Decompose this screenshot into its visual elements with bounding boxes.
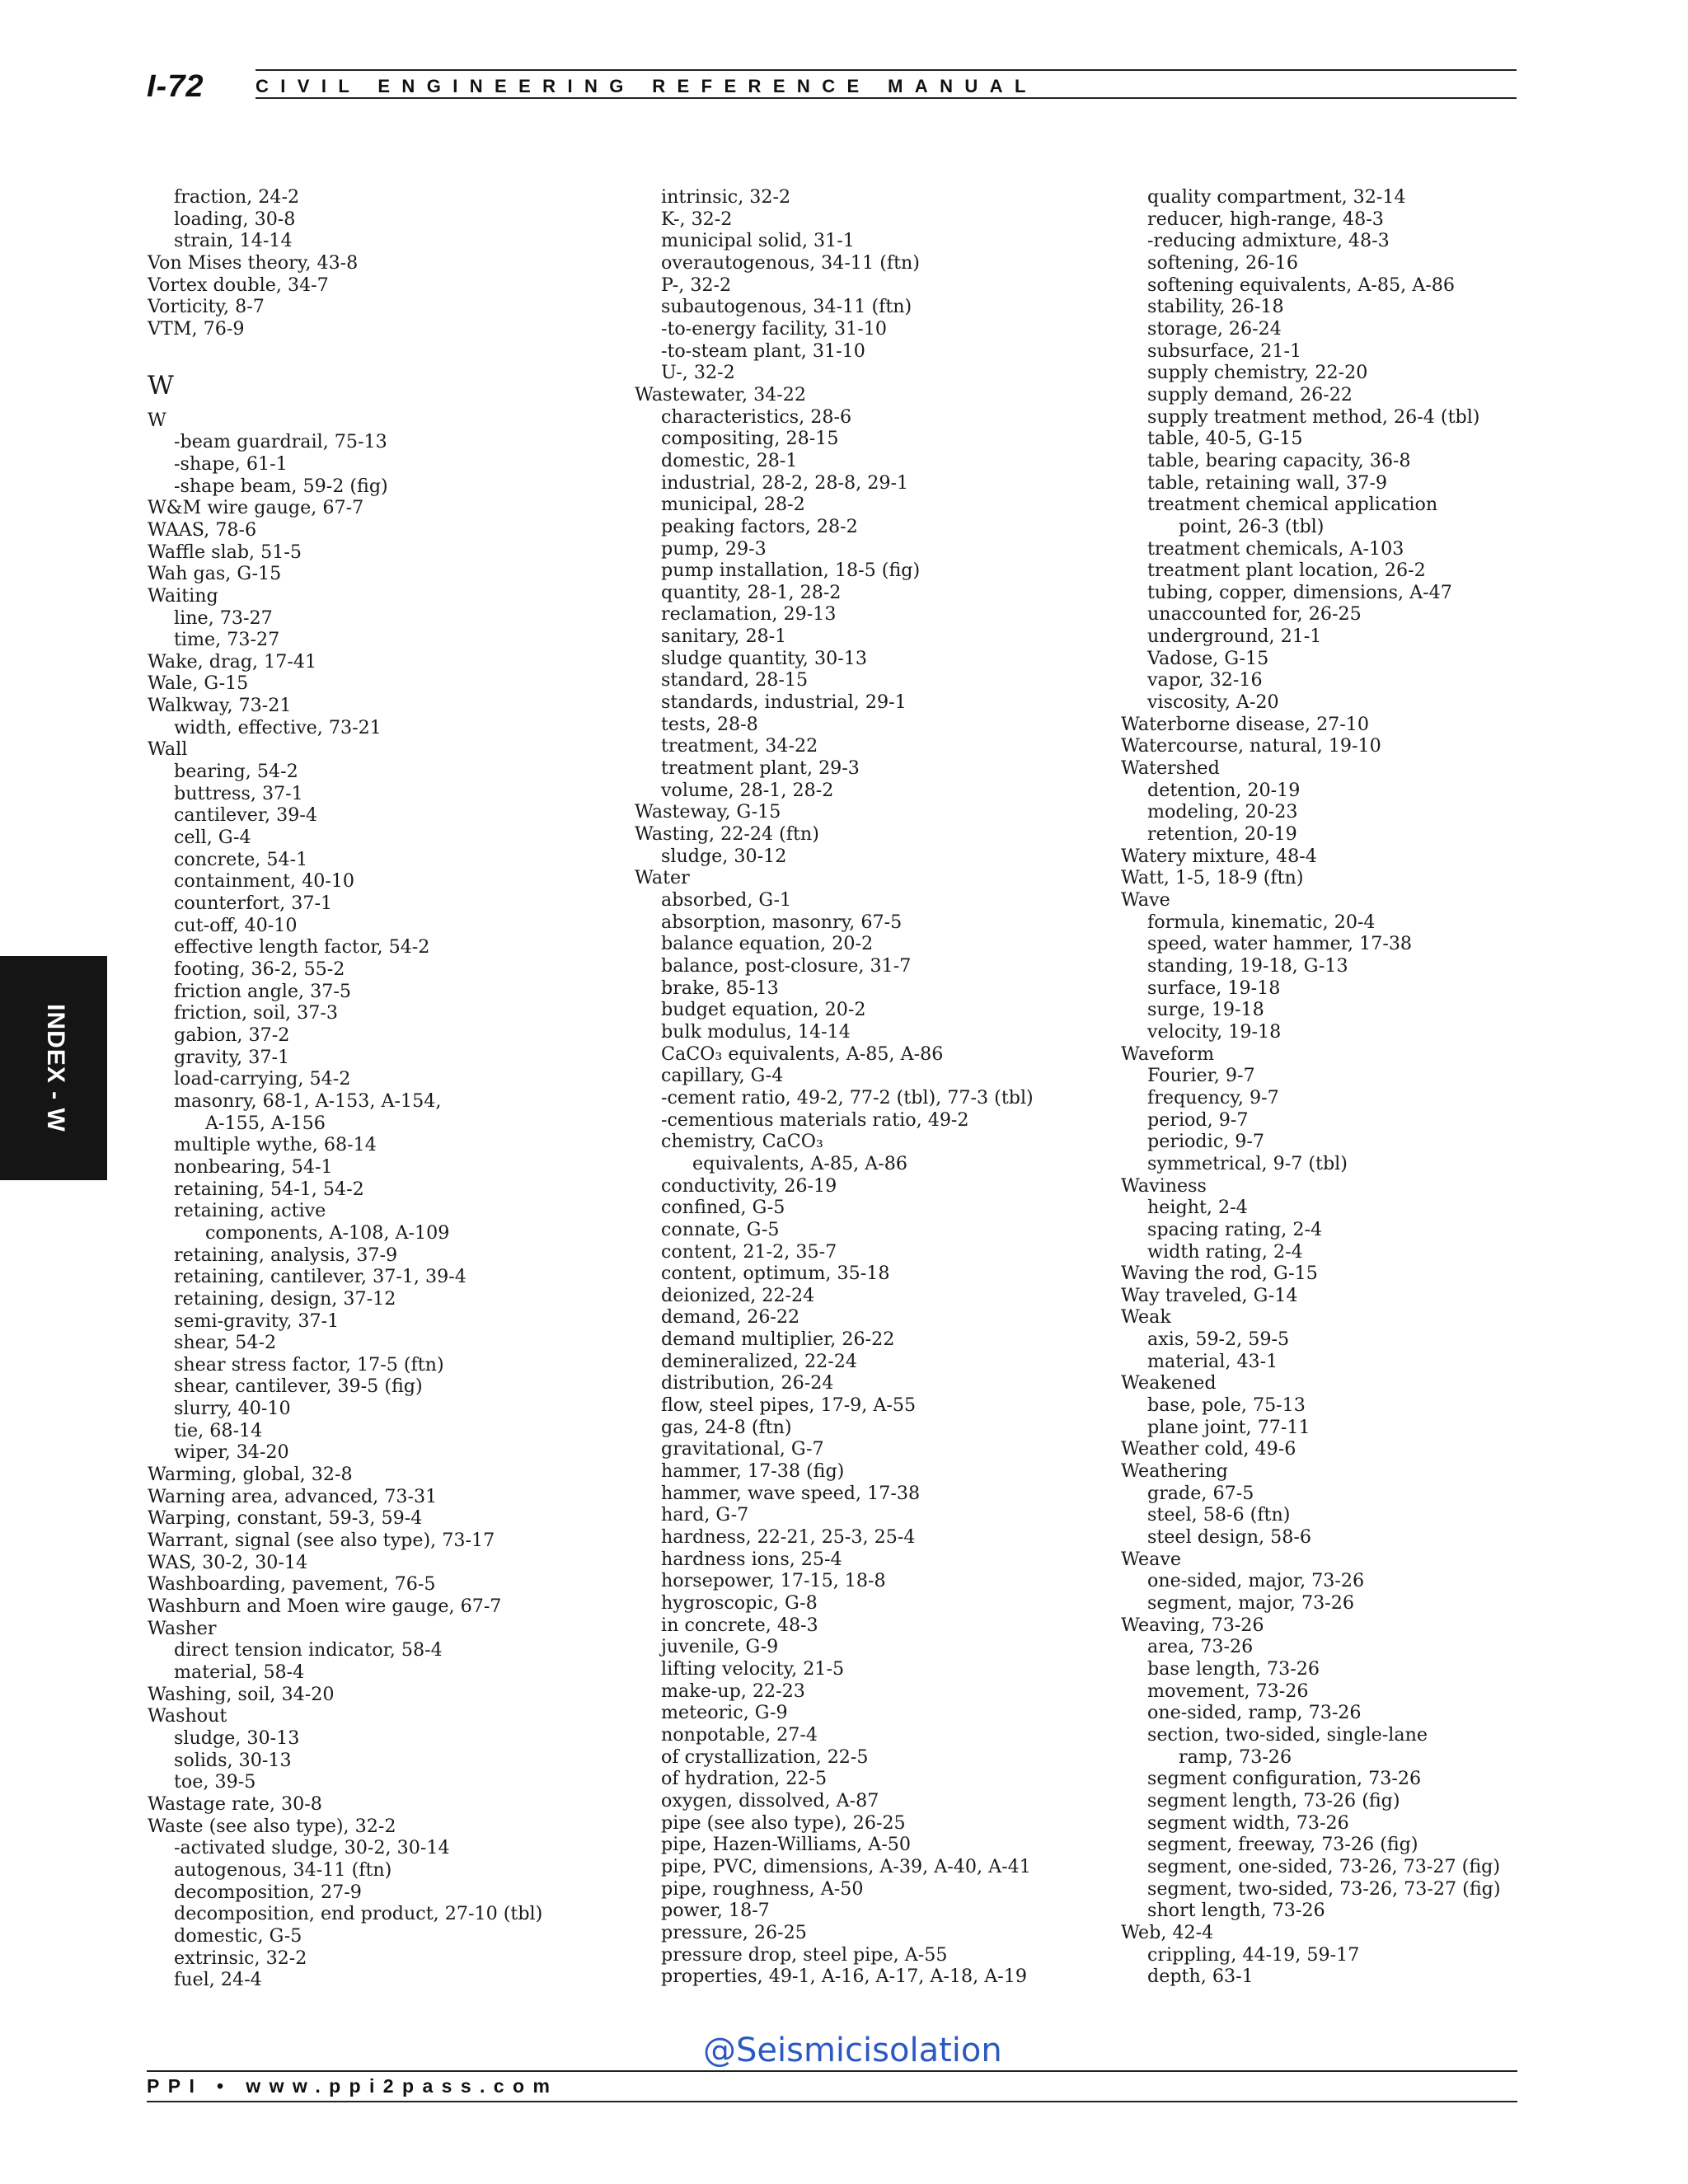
page-header: [147, 69, 1515, 102]
index-subentry: conductivity, 26-19: [661, 1174, 837, 1197]
index-subentry: segment, freeway, 73-26 (fig): [1147, 1834, 1418, 1856]
index-subentry: point, 26-3 (tbl): [1179, 515, 1325, 537]
index-subentry: detention, 20-19: [1147, 779, 1301, 801]
index-entry: Weathering: [1121, 1460, 1228, 1483]
index-subentry: -to-energy facility, 31-10: [661, 317, 887, 340]
footer-rule-bottom: [147, 2101, 1517, 2102]
index-subentry: masonry, 68-1, A-153, A-154,: [174, 1090, 442, 1112]
index-entry: Warrant, signal (see also type), 73-17: [148, 1530, 495, 1552]
index-subentry: viscosity, A-20: [1147, 691, 1279, 714]
index-entry: Waterborne disease, 27-10: [1121, 713, 1370, 735]
index-subentry: wiper, 34-20: [174, 1441, 289, 1464]
index-subentry: absorption, masonry, 67-5: [661, 911, 903, 933]
index-subentry: gravitational, G-7: [661, 1438, 824, 1460]
index-subentry: P-, 32-2: [661, 274, 732, 296]
index-subentry: segment, one-sided, 73-26, 73-27 (fig): [1147, 1855, 1500, 1877]
index-subentry: brake, 85-13: [661, 977, 779, 999]
index-subentry: cell, G-4: [174, 827, 251, 849]
index-subentry: pump, 29-3: [661, 537, 767, 560]
index-subentry: retention, 20-19: [1147, 823, 1297, 846]
index-subentry: pipe, PVC, dimensions, A-39, A-40, A-41: [661, 1855, 1031, 1877]
index-subentry: material, 43-1: [1147, 1350, 1278, 1372]
index-subentry: hardness ions, 25-4: [661, 1548, 842, 1570]
index-subentry: gravity, 37-1: [174, 1046, 290, 1068]
index-subentry: treatment plant, 29-3: [661, 757, 860, 780]
index-subentry: pump installation, 18-5 (fig): [661, 560, 921, 582]
index-subentry: subsurface, 21-1: [1147, 340, 1302, 362]
index-subentry: -reducing admixture, 48-3: [1147, 230, 1390, 252]
index-entry: Wale, G-15: [148, 673, 249, 695]
index-subentry: reclamation, 29-13: [661, 603, 837, 626]
index-subentry: spacing rating, 2-4: [1147, 1218, 1323, 1240]
index-entry: Wah gas, G-15: [148, 563, 282, 585]
index-subentry: footing, 36-2, 55-2: [174, 958, 345, 980]
index-subentry: grade, 67-5: [1147, 1482, 1254, 1504]
index-subentry: short length, 73-26: [1147, 1900, 1325, 1922]
index-subentry: tie, 68-14: [174, 1419, 263, 1441]
index-subentry: softening equivalents, A-85, A-86: [1147, 274, 1455, 296]
index-subentry: power, 18-7: [661, 1900, 770, 1922]
index-subentry: loading, 30-8: [174, 208, 296, 230]
index-subentry: width rating, 2-4: [1147, 1240, 1303, 1263]
index-subentry: segment configuration, 73-26: [1147, 1768, 1422, 1790]
index-subentry: softening, 26-16: [1147, 251, 1298, 274]
index-subentry: hygroscopic, G-8: [661, 1592, 818, 1614]
index-subentry: equivalents, A-85, A-86: [692, 1152, 908, 1174]
index-subentry: axis, 59-2, 59-5: [1147, 1329, 1290, 1351]
index-subentry: speed, water hammer, 17-38: [1147, 933, 1413, 955]
index-entry: W: [148, 409, 166, 431]
index-subentry: velocity, 19-18: [1147, 1020, 1282, 1043]
index-subentry: properties, 49-1, A-16, A-17, A-18, A-19: [661, 1966, 1028, 1988]
index-subentry: period, 9-7: [1147, 1108, 1249, 1131]
index-subentry: balance equation, 20-2: [661, 933, 874, 955]
index-subentry: steel, 58-6 (ftn): [1147, 1504, 1291, 1526]
index-subentry: domestic, G-5: [174, 1924, 302, 1947]
index-subentry: industrial, 28-2, 28-8, 29-1: [661, 471, 909, 494]
index-subentry: tests, 28-8: [661, 713, 758, 735]
index-entry: W&M wire gauge, 67-7: [148, 497, 364, 519]
index-subentry: one-sided, ramp, 73-26: [1147, 1702, 1362, 1724]
index-entry: WAAS, 78-6: [148, 518, 257, 541]
index-entry: Waviness: [1121, 1174, 1207, 1197]
index-subentry: standing, 19-18, G-13: [1147, 954, 1348, 977]
index-entry: Wake, drag, 17-41: [148, 650, 317, 673]
index-entry: Warning area, advanced, 73-31: [148, 1485, 438, 1507]
index-subentry: intrinsic, 32-2: [661, 186, 791, 208]
footer-publisher: PPI • www.ppi2pass.com: [147, 2075, 559, 2097]
index-subentry: compositing, 28-15: [661, 428, 839, 450]
index-subentry: underground, 21-1: [1147, 626, 1322, 648]
index-subentry: retaining, cantilever, 37-1, 39-4: [174, 1266, 467, 1288]
index-subentry: retaining, design, 37-12: [174, 1287, 396, 1310]
index-subentry: municipal solid, 31-1: [661, 230, 855, 252]
index-subentry: height, 2-4: [1147, 1197, 1248, 1219]
index-subentry: capillary, G-4: [661, 1065, 784, 1087]
index-entry: Walkway, 73-21: [148, 695, 292, 717]
index-subentry: storage, 26-24: [1147, 317, 1282, 340]
index-subentry: extrinsic, 32-2: [174, 1947, 307, 1969]
index-subentry: shear, 54-2: [174, 1332, 277, 1354]
index-subentry: demineralized, 22-24: [661, 1350, 858, 1372]
index-subentry: flow, steel pipes, 17-9, A-55: [661, 1394, 917, 1417]
index-entry: Wall: [148, 738, 188, 761]
index-subentry: -cementious materials ratio, 49-2: [661, 1108, 969, 1131]
index-subentry: buttress, 37-1: [174, 782, 303, 804]
index-entry: Washburn and Moen wire gauge, 67-7: [148, 1596, 502, 1618]
index-entry: Weave: [1121, 1548, 1182, 1570]
index-subentry: frequency, 9-7: [1147, 1086, 1279, 1108]
index-subentry: movement, 73-26: [1147, 1680, 1309, 1702]
index-subentry: hammer, wave speed, 17-38: [661, 1482, 921, 1504]
index-subentry: supply demand, 26-22: [1147, 383, 1353, 405]
index-subentry: surge, 19-18: [1147, 999, 1264, 1021]
index-subentry: base length, 73-26: [1147, 1657, 1320, 1680]
index-entry: Weak: [1121, 1306, 1171, 1329]
index-subentry: slurry, 40-10: [174, 1398, 291, 1420]
index-entry: Warping, constant, 59-3, 59-4: [148, 1507, 423, 1530]
index-subentry: multiple wythe, 68-14: [174, 1134, 377, 1156]
index-subentry: -activated sludge, 30-2, 30-14: [174, 1837, 450, 1859]
index-subentry: nonbearing, 54-1: [174, 1155, 333, 1178]
index-subentry: retaining, analysis, 37-9: [174, 1244, 398, 1266]
index-subentry: unaccounted for, 26-25: [1147, 603, 1362, 626]
index-subentry: -to-steam plant, 31-10: [661, 340, 865, 362]
index-entry: Weaving, 73-26: [1121, 1614, 1264, 1636]
running-title: CIVIL ENGINEERING REFERENCE MANUAL: [256, 76, 1038, 96]
index-subentry: autogenous, 34-11 (ftn): [174, 1858, 392, 1881]
index-subentry: sludge, 30-13: [174, 1727, 300, 1749]
index-subentry: of hydration, 22-5: [661, 1768, 828, 1790]
index-subentry: vapor, 32-16: [1147, 669, 1263, 691]
index-subentry: quantity, 28-1, 28-2: [661, 581, 842, 603]
index-subentry: base, pole, 75-13: [1147, 1394, 1306, 1417]
index-subentry: concrete, 54-1: [174, 848, 308, 870]
index-entry: Watercourse, natural, 19-10: [1121, 735, 1381, 757]
index-subentry: segment, major, 73-26: [1147, 1592, 1354, 1614]
index-subentry: pressure drop, steel pipe, A-55: [661, 1943, 948, 1966]
index-subentry: standards, industrial, 29-1: [661, 691, 907, 714]
index-subentry: line, 73-27: [174, 607, 273, 629]
index-subentry: demand, 26-22: [661, 1306, 800, 1329]
index-subentry: subautogenous, 34-11 (ftn): [661, 296, 912, 318]
index-subentry: decomposition, end product, 27-10 (tbl): [174, 1903, 543, 1925]
index-subentry: chemistry, CaCO₃: [661, 1131, 823, 1153]
index-subentry: tubing, copper, dimensions, A-47: [1147, 581, 1452, 603]
index-subentry: K-, 32-2: [661, 208, 733, 230]
index-subentry: hard, G-7: [661, 1504, 749, 1526]
index-subentry: balance, post-closure, 31-7: [661, 954, 912, 977]
index-subentry: time, 73-27: [174, 629, 280, 651]
index-subentry: oxygen, dissolved, A-87: [661, 1789, 879, 1811]
index-subentry: periodic, 9-7: [1147, 1131, 1264, 1153]
index-subentry: width, effective, 73-21: [174, 716, 382, 738]
index-subentry: bulk modulus, 14-14: [661, 1020, 851, 1043]
index-subentry: segment, two-sided, 73-26, 73-27 (fig): [1147, 1877, 1501, 1900]
index-subentry: treatment plant location, 26-2: [1147, 560, 1426, 582]
index-subentry: depth, 63-1: [1147, 1966, 1254, 1988]
index-entry: Wasteway, G-15: [635, 801, 781, 823]
index-subentry: table, 40-5, G-15: [1147, 428, 1303, 450]
index-subentry: confined, G-5: [661, 1197, 785, 1219]
index-subentry: load-carrying, 54-2: [174, 1068, 351, 1090]
index-subentry: -shape beam, 59-2 (fig): [174, 475, 388, 497]
index-subentry: Fourier, 9-7: [1147, 1065, 1255, 1087]
index-subentry: pipe, roughness, A-50: [661, 1877, 864, 1900]
index-entry: Watery mixture, 48-4: [1121, 845, 1317, 867]
index-subentry: symmetrical, 9-7 (tbl): [1147, 1152, 1348, 1174]
index-subentry: retaining, 54-1, 54-2: [174, 1178, 364, 1200]
index-subentry: cantilever, 39-4: [174, 804, 317, 827]
index-subentry: domestic, 28-1: [661, 449, 798, 471]
index-section-tab-label: INDEX - W: [42, 1004, 70, 1132]
index-entry: Vorticity, 8-7: [148, 296, 265, 318]
index-subentry: crippling, 44-19, 59-17: [1147, 1943, 1360, 1966]
index-subentry: hardness, 22-21, 25-3, 25-4: [661, 1526, 916, 1549]
index-subentry: peaking factors, 28-2: [661, 515, 858, 537]
index-subentry: standard, 28-15: [661, 669, 809, 691]
index-subentry: treatment chemical application: [1147, 494, 1438, 516]
index-entry: Weather cold, 49-6: [1121, 1438, 1296, 1460]
index-column-1: [148, 186, 609, 1991]
index-subentry: toe, 39-5: [174, 1771, 256, 1793]
index-entry: Watt, 1-5, 18-9 (ftn): [1121, 867, 1304, 889]
index-subentry: table, retaining wall, 37-9: [1147, 471, 1387, 494]
index-subentry: A-155, A-156: [205, 1112, 326, 1134]
index-subentry: steel design, 58-6: [1147, 1526, 1311, 1549]
index-entry: Wave: [1121, 889, 1170, 911]
index-entry: VTM, 76-9: [148, 317, 245, 340]
index-entry: Wastage rate, 30-8: [148, 1793, 322, 1815]
index-column-3: [1121, 186, 1582, 1988]
index-subentry: volume, 28-1, 28-2: [661, 779, 834, 801]
index-subentry: hammer, 17-38 (fig): [661, 1460, 845, 1483]
index-section-tab: [0, 956, 107, 1180]
index-subentry: absorbed, G-1: [661, 889, 792, 911]
index-subentry: juvenile, G-9: [661, 1636, 779, 1658]
index-subentry: one-sided, major, 73-26: [1147, 1570, 1365, 1592]
index-subentry: cut-off, 40-10: [174, 914, 298, 936]
index-subentry: treatment, 34-22: [661, 735, 818, 757]
index-subentry: modeling, 20-23: [1147, 801, 1298, 823]
index-entry: WAS, 30-2, 30-14: [148, 1551, 308, 1573]
index-subentry: supply treatment method, 26-4 (tbl): [1147, 405, 1480, 428]
index-subentry: municipal, 28-2: [661, 494, 805, 516]
index-subentry: strain, 14-14: [174, 230, 293, 252]
index-subentry: make-up, 22-23: [661, 1680, 805, 1702]
index-subentry: effective length factor, 54-2: [174, 936, 430, 958]
index-subentry: -beam guardrail, 75-13: [174, 431, 387, 453]
index-entry: Washing, soil, 34-20: [148, 1683, 335, 1705]
header-rule-bottom: [256, 97, 1517, 99]
page-number: I-72: [147, 69, 204, 104]
index-subentry: retaining, active: [174, 1200, 326, 1222]
index-subentry: sludge quantity, 30-13: [661, 647, 867, 669]
index-subentry: quality compartment, 32-14: [1147, 186, 1406, 208]
index-subentry: counterfort, 37-1: [174, 893, 333, 915]
index-subentry: pressure, 26-25: [661, 1921, 807, 1943]
index-subentry: supply chemistry, 22-20: [1147, 362, 1368, 384]
index-subentry: area, 73-26: [1147, 1636, 1254, 1658]
index-subentry: characteristics, 28-6: [661, 405, 852, 428]
index-subentry: friction, soil, 37-3: [174, 1002, 338, 1024]
index-subentry: segment width, 73-26: [1147, 1811, 1349, 1834]
index-subentry: distribution, 26-24: [661, 1372, 834, 1394]
index-subentry: meteoric, G-9: [661, 1702, 788, 1724]
index-subentry: material, 58-4: [174, 1661, 305, 1683]
index-entry: Wastewater, 34-22: [635, 383, 807, 405]
index-subentry: fuel, 24-4: [174, 1969, 262, 1991]
index-subentry: bearing, 54-2: [174, 761, 298, 783]
index-subentry: of crystallization, 22-5: [661, 1746, 869, 1768]
index-subentry: pipe, Hazen-Williams, A-50: [661, 1834, 912, 1856]
index-subentry: connate, G-5: [661, 1218, 780, 1240]
index-subentry: ramp, 73-26: [1179, 1746, 1292, 1768]
index-subentry: in concrete, 48-3: [661, 1614, 818, 1636]
index-subentry: decomposition, 27-9: [174, 1881, 362, 1903]
index-entry: Watershed: [1121, 757, 1220, 780]
index-subentry: overautogenous, 34-11 (ftn): [661, 251, 920, 274]
index-entry: Washout: [148, 1705, 227, 1727]
index-column-2: [635, 186, 1096, 1988]
index-subentry: shear, cantilever, 39-5 (fig): [174, 1376, 423, 1398]
index-subentry: deionized, 22-24: [661, 1284, 815, 1306]
index-entry: Vortex double, 34-7: [148, 274, 329, 296]
index-subentry: reducer, high-range, 48-3: [1147, 208, 1384, 230]
index-subentry: sludge, 30-12: [661, 845, 787, 867]
index-entry: Waffle slab, 51-5: [148, 541, 302, 563]
index-entry: Washer: [148, 1617, 217, 1639]
index-entry: Washboarding, pavement, 76-5: [148, 1573, 436, 1596]
index-subentry: gabion, 37-2: [174, 1024, 290, 1046]
index-subentry: demand multiplier, 26-22: [661, 1329, 895, 1351]
index-subentry: containment, 40-10: [174, 870, 355, 893]
index-subentry: gas, 24-8 (ftn): [661, 1416, 792, 1438]
index-subentry: treatment chemicals, A-103: [1147, 537, 1404, 560]
index-subentry: shear stress factor, 17-5 (ftn): [174, 1353, 444, 1376]
index-entry: Waveform: [1121, 1043, 1214, 1065]
index-subentry: stability, 26-18: [1147, 296, 1284, 318]
index-subentry: surface, 19-18: [1147, 977, 1281, 999]
index-subentry: segment length, 73-26 (fig): [1147, 1789, 1400, 1811]
index-entry: Warming, global, 32-8: [148, 1464, 353, 1486]
index-subentry: content, 21-2, 35-7: [661, 1240, 837, 1263]
index-subentry: CaCO₃ equivalents, A-85, A-86: [661, 1043, 944, 1065]
index-entry: Weakened: [1121, 1372, 1217, 1394]
index-subentry: solids, 30-13: [174, 1749, 292, 1771]
index-subentry: table, bearing capacity, 36-8: [1147, 449, 1411, 471]
index-entry: Wasting, 22-24 (ftn): [635, 823, 819, 846]
index-entry: Waste (see also type), 32-2: [148, 1815, 396, 1837]
index-subentry: plane joint, 77-11: [1147, 1416, 1311, 1438]
index-subentry: semi-gravity, 37-1: [174, 1310, 340, 1332]
index-entry: Web, 42-4: [1121, 1921, 1214, 1943]
index-entry: Waiting: [148, 584, 218, 607]
index-subentry: direct tension indicator, 58-4: [174, 1639, 443, 1661]
header-rule-top: [256, 69, 1517, 71]
index-subentry: fraction, 24-2: [174, 186, 300, 208]
watermark: @Seismicisolation: [703, 2032, 1002, 2069]
index-entry: Von Mises theory, 43-8: [148, 251, 359, 274]
index-subentry: -shape, 61-1: [174, 452, 288, 475]
index-subentry: U-, 32-2: [661, 362, 735, 384]
index-subentry: formula, kinematic, 20-4: [1147, 911, 1376, 933]
index-subentry: nonpotable, 27-4: [661, 1723, 818, 1746]
index-subentry: sanitary, 28-1: [661, 626, 787, 648]
index-entry: Water: [635, 867, 690, 889]
index-subentry: pipe (see also type), 26-25: [661, 1811, 906, 1834]
index-subentry: Vadose, G-15: [1147, 647, 1269, 669]
index-subentry: -cement ratio, 49-2, 77-2 (tbl), 77-3 (tbl): [661, 1086, 1034, 1108]
footer-rule-top: [147, 2070, 1517, 2072]
index-entry: Waving the rod, G-15: [1121, 1263, 1318, 1285]
index-subentry: section, two-sided, single-lane: [1147, 1723, 1428, 1746]
index-subentry: lifting velocity, 21-5: [661, 1657, 845, 1680]
index-subentry: horsepower, 17-15, 18-8: [661, 1570, 886, 1592]
index-subentry: components, A-108, A-109: [205, 1221, 450, 1244]
index-letter-heading: W: [148, 370, 174, 401]
index-subentry: content, optimum, 35-18: [661, 1263, 890, 1285]
index-subentry: friction angle, 37-5: [174, 980, 351, 1002]
index-subentry: budget equation, 20-2: [661, 999, 866, 1021]
index-entry: Way traveled, G-14: [1121, 1284, 1298, 1306]
